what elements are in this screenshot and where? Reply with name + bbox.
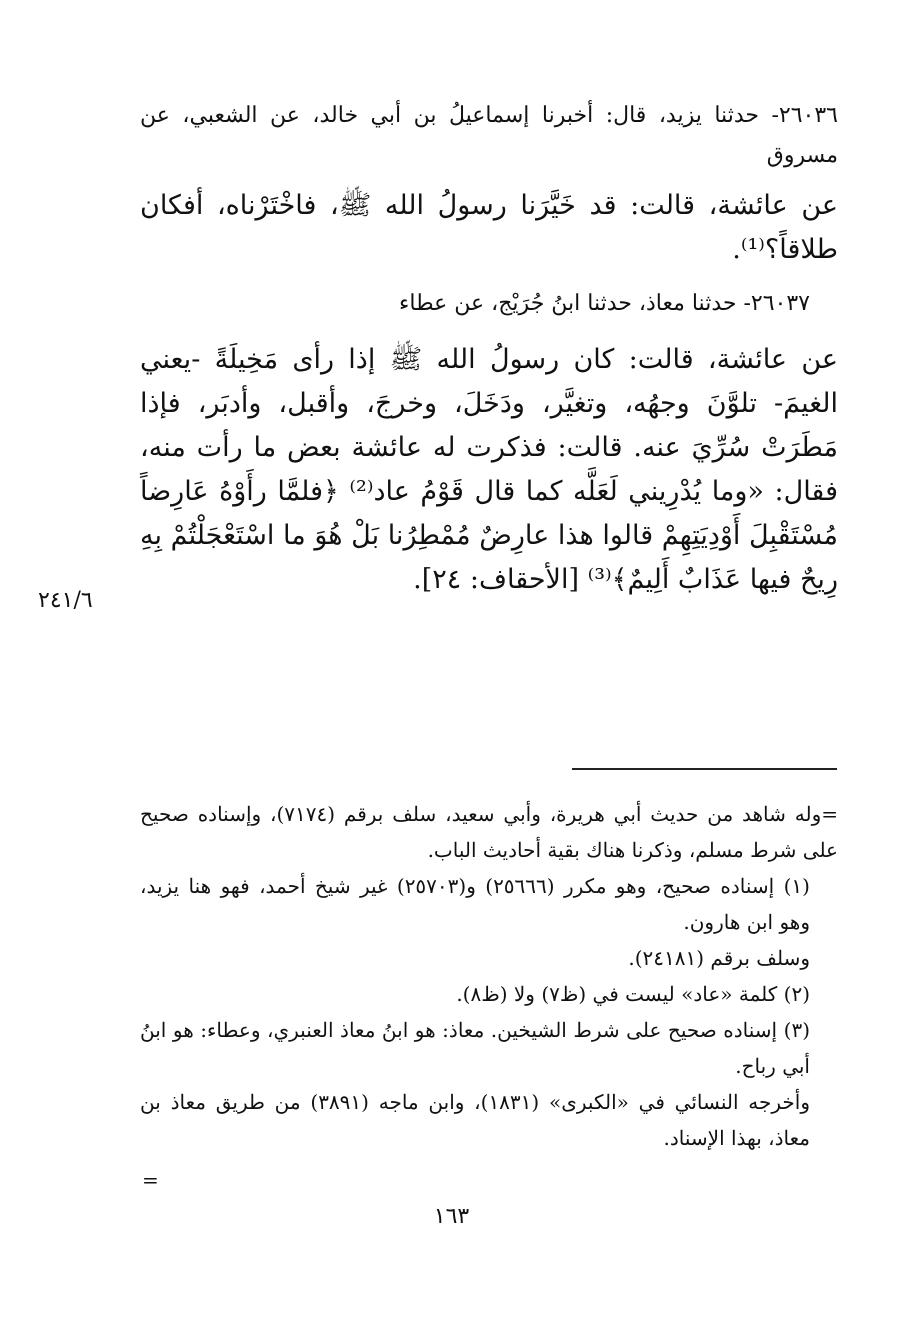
- footnote-divider: [572, 768, 837, 770]
- hadith-26037-head: ٢٦٠٣٧- حدثنا معاذ، حدثنا ابنُ جُرَيْج، عن عطاء: [399, 291, 810, 316]
- footnote-3: (٣) إسناده صحيح على شرط الشيخين. معاذ: هو ابنُ معاذ العنبري، وعطاء: هو ابنُ أبي رباح.: [140, 1018, 810, 1078]
- footnote-3-cont: وأخرجه النسائي في «الكبرى» (١٨٣١)، وابن ماجه (٣٨٩١) من طريق معاذ بن معاذ، بهذا الإسناد.: [140, 1090, 810, 1150]
- hadith-26036-head: ٢٦٠٣٦- حدثنا يزيد، قال: أخبرنا إسماعيلُ بن أبي خالد، عن الشعبي، عن مسروق: [140, 103, 838, 168]
- footnote-continuation: =وله شاهد من حديث أبي هريرة، وأبي سعيد، سلف برقم (٧١٧٤)، وإسناده صحيح على شرط مسلم، وذكرنا هناك بقية أحاديث الباب.: [140, 802, 838, 862]
- margin-reference: ٢٤١/٦: [38, 588, 93, 613]
- hadith-26037-text: عن عائشة، قالت: كان رسولُ الله ﷺ إذا رأى مَخِيلَةً -يعني الغيمَ- تلوَّنَ وجهُه، وتغيَّر، ودَخَلَ، وخرجَ، وأقبل، وأدبَر، فإذا مَطَرَتْ سُرِّيَ عنه. قالت: فذكرت له عائشة بعض ما رأت منه، فقال: «وما يُدْرِيني لَعَلَّه كما قال قَوْمُ عاد⁽²⁾ ﴿فلمَّا رأَوْهُ عَارِضاً مُسْتَقْبِلَ أَوْدِيَتِهِمْ قالوا هذا عارِضٌ مُمْطِرُنا بَلْ هُوَ ما اسْتَعْجَلْتُمْ بِهِ رِيحٌ فيها عَذَابٌ أَلِيمٌ﴾⁽³⁾ [الأحقاف: ٢٤].: [140, 344, 838, 595]
- footnote-1: (١) إسناده صحيح، وهو مكرر (٢٥٦٦٦) و(٢٥٧٠٣) غير شيخ أحمد، فهو هنا يزيد، وهو ابن هارون.: [140, 874, 810, 934]
- hadith-26036-text: عن عائشة، قالت: قد خَيَّرَنا رسولُ الله ﷺ، فاخْتَرْناه، أفكان طلاقاً؟⁽¹⁾.: [140, 190, 838, 265]
- page-number: ١٦٣: [433, 1204, 470, 1229]
- continuation-mark: =: [142, 1168, 159, 1192]
- footnote-1-cont: وسلف برقم (٢٤١٨١).: [628, 946, 810, 970]
- footnote-2: (٢) كلمة «عاد» ليست في (ظ٧) ولا (ظ٨).: [456, 982, 810, 1006]
- main-text: [140, 96, 838, 602]
- footnotes: [140, 796, 838, 1156]
